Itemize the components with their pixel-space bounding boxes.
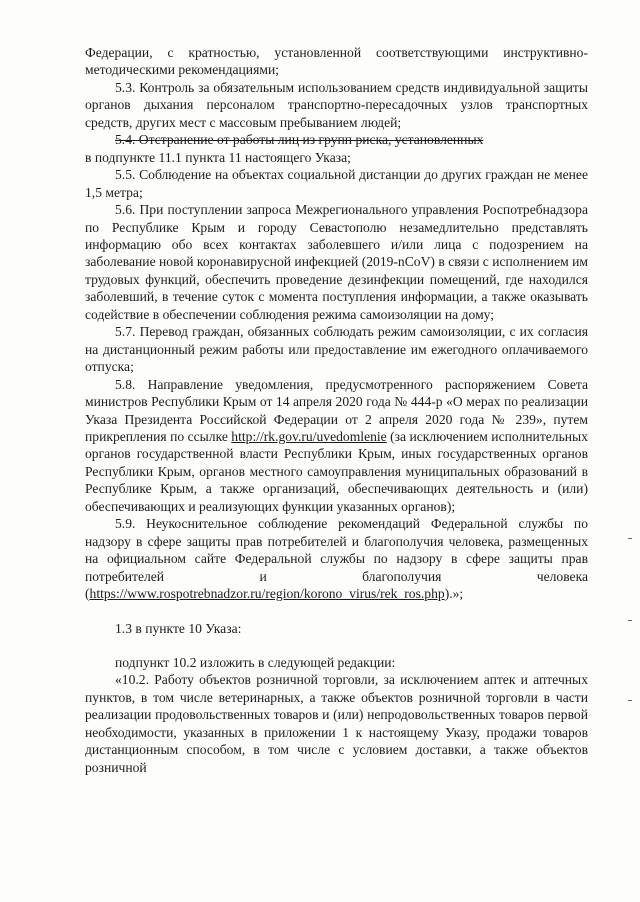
paragraph-5-4 — [85, 131, 588, 166]
struck-text: 5.4. Отстранение от работы лиц из групп риска, установленных — [115, 132, 484, 148]
paragraph-5-6: 5.6. При поступлении запроса Межрегионального управления Роспотребнадзора по Республике Крым и городу Севастополю незамедлительно представлять информацию обо всех контактах заболевшего и/или лица с подозрением на заболевание новой коронавирусной инфекцией (2019-nCoV) в связи с исполнением им трудовых функций, обеспечить проведение дезинфекции помещений, где находился заболевший, в течение суток с момента поступления информации, а также оказывать содействие в обеспечении соблюдения режима самоизоляции на дому; — [85, 202, 588, 322]
paragraph-5-9 — [85, 515, 588, 602]
paragraph-5-8-text-b: (за исключением исполнительных органов государственной власти Республики Крым, иных государственных органов Республики Крым, органов местного самоуправления муниципальных образований в Республике Крым, а также организаций, обеспечивающих деятельность и (или) обеспечивающих и реализующих функции указанных органов); — [85, 428, 588, 514]
paragraph-1-3: 1.3 в пункте 10 Указа: — [115, 620, 242, 636]
paragraph-5-8 — [85, 376, 588, 516]
scan-mark — [628, 620, 632, 621]
uvedomlenie-link[interactable]: http://rk.gov.ru/uvedomlenie — [231, 428, 387, 444]
paragraph-5-5: 5.5. Соблюдение на объектах социальной дистанции до других граждан не менее 1,5 метра; — [85, 167, 588, 200]
rospotrebnadzor-link[interactable]: https://www.rospotrebnadzor.ru/region/korono_virus/rek_ros.php — [89, 586, 445, 602]
paragraph-10-2-intro: подпункт 10.2 изложить в следующей редакции: — [115, 654, 396, 670]
paragraph-5-3: 5.3. Контроль за обязательным использованием средств индивидуальной защиты органов дыхания персоналом транспортно-пересадочных узлов транспортных средств, других мест с массовым пребыванием людей; — [85, 79, 588, 130]
paragraph-5-8-text-a: 5.8. Направление уведомления, предусмотренного распоряжением Совета министров Республики Крым от 14 апреля 2020 года № 444-р «О мерах по реализации Указа Президента Российской Федерации от 2 апреля 2020 года № 239», путем прикрепления по ссылке — [85, 376, 588, 444]
paragraph-continuation: Федерации, с кратностью, установленной соответствующими инструктивно-методическими рекомендациями; — [85, 45, 588, 78]
paragraph-5-7: 5.7. Перевод граждан, обязанных соблюдать режим самоизоляции, с их согласия на дистанционный режим работы или предоставление им ежегодного оплачиваемого отпуска; — [85, 324, 588, 375]
paragraph-10-2: «10.2. Работу объектов розничной торговли, за исключением аптек и аптечных пунктов, в том числе ветеринарных, а также объектов розничной торговли в части реализации продовольственных товаров и (или) непродовольственных товаров первой необходимости, указанных в приложении 1 к настоящему Указу, продажи товаров дистанционным способом, в том числе с условием доставки, а также объектов розничной — [85, 672, 588, 775]
scan-mark — [628, 538, 632, 539]
paragraph-5-9-text-b: ).»; — [444, 586, 464, 602]
scan-mark — [628, 700, 632, 701]
paragraph-5-9-text-a: 5.9. Неукоснительное соблюдение рекомендаций Федеральной службы по надзору в сфере защиты прав потребителей и благополучия человека, размещенных на официальном сайте Федеральной службы по надзору в сфере защиты прав потребителей и благополучия человека ( — [85, 516, 588, 602]
paragraph-5-4-rest: в подпункте 11.1 пункта 11 настоящего Указа; — [85, 149, 351, 165]
